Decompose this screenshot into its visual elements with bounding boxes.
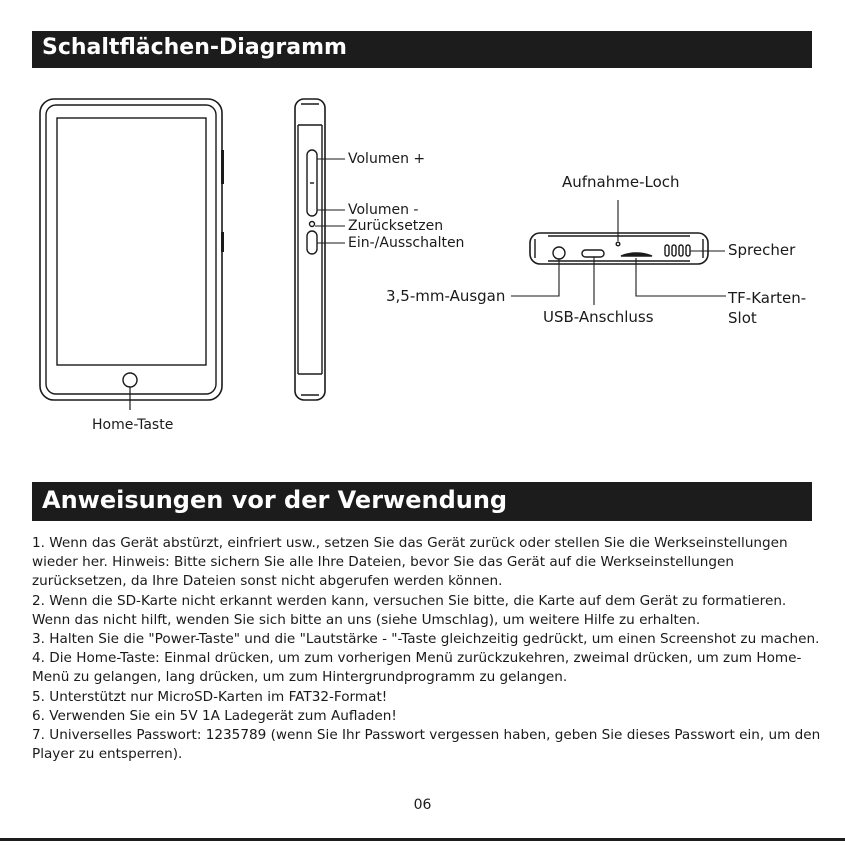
tf-slot-label-line2: Slot <box>728 309 757 327</box>
mic-hole-icon <box>616 242 620 246</box>
instructions-heading-text: Anweisungen vor der Verwendung <box>42 486 508 514</box>
usb-port-icon <box>582 250 604 257</box>
tf-slot-label-line1: TF-Karten- <box>728 289 807 307</box>
volume-up-label: Volumen + <box>348 151 426 167</box>
speaker-label: Sprecher <box>728 241 796 259</box>
instruction-item: 3. Halten Sie die "Power-Taste" und die "Lautstärke - "-Taste gleichzeitig gedrückt, um einen Screenshot zu machen. <box>32 631 820 648</box>
instruction-item: 1. Wenn das Gerät abstürzt, einfriert usw., setzen Sie das Gerät zurück oder stellen Sie die Werkseinstellungen wieder her. Hinweis: Bitte sichern Sie alle Ihre Dateien, bevor Sie das Gerät auf die Werkseinstellungen zurücksetzen, da Ihre Dateien sonst nicht abgerufen werden können. <box>32 535 788 590</box>
instruction-item: 2. Wenn die SD-Karte nicht erkannt werden kann, versuchen Sie bitte, die Karte auf dem Gerät zu formatieren. Wenn das nicht hilft, wenden Sie sich bitte an uns (siehe Umschlag), um weitere Hilfe zu erhalten. <box>32 592 787 628</box>
diagram-heading-text: Schaltflächen-Diagramm <box>42 35 347 60</box>
section-heading-instructions <box>32 482 812 521</box>
instructions-list <box>32 534 822 764</box>
speaker-grille-icon <box>665 245 690 256</box>
home-button-icon <box>123 373 137 387</box>
bottom-divider <box>0 838 845 841</box>
usb-label: USB-Anschluss <box>543 308 654 326</box>
instruction-item: 6. Verwenden Sie ein 5V 1A Ladegerät zum Aufladen! <box>32 707 397 724</box>
reset-label: Zurücksetzen <box>348 218 444 234</box>
audio-out-label: 3,5-mm-Ausgan <box>386 287 506 305</box>
tf-slot-icon <box>621 253 652 256</box>
reset-hole-icon <box>310 222 315 227</box>
instruction-item: 7. Universelles Passwort: 1235789 (wenn Sie Ihr Passwort vergessen haben, geben Sie dieses Passwort ein, um den Player zu entsperren). <box>32 727 821 763</box>
instruction-item: 5. Unterstützt nur MicroSD-Karten im FAT32-Format! <box>32 688 388 705</box>
volume-down-label: Volumen - <box>348 202 419 218</box>
device-front-view <box>40 99 224 410</box>
power-label: Ein-/Ausschalten <box>348 235 465 251</box>
device-bottom-view <box>511 200 726 305</box>
home-label: Home-Taste <box>92 417 174 433</box>
audio-jack-icon <box>553 247 565 259</box>
instruction-item: 4. Die Home-Taste: Einmal drücken, um zum vorherigen Menü zurückzukehren, zweimal drücken, um zum Home-Menü zu gelangen, lang drücken, um zum Hintergrundprogramm zu gelangen. <box>32 650 802 686</box>
power-button-icon <box>307 231 317 254</box>
device-side-view <box>295 99 345 400</box>
mic-label: Aufnahme-Loch <box>562 173 680 191</box>
page-number: 06 <box>413 797 432 813</box>
